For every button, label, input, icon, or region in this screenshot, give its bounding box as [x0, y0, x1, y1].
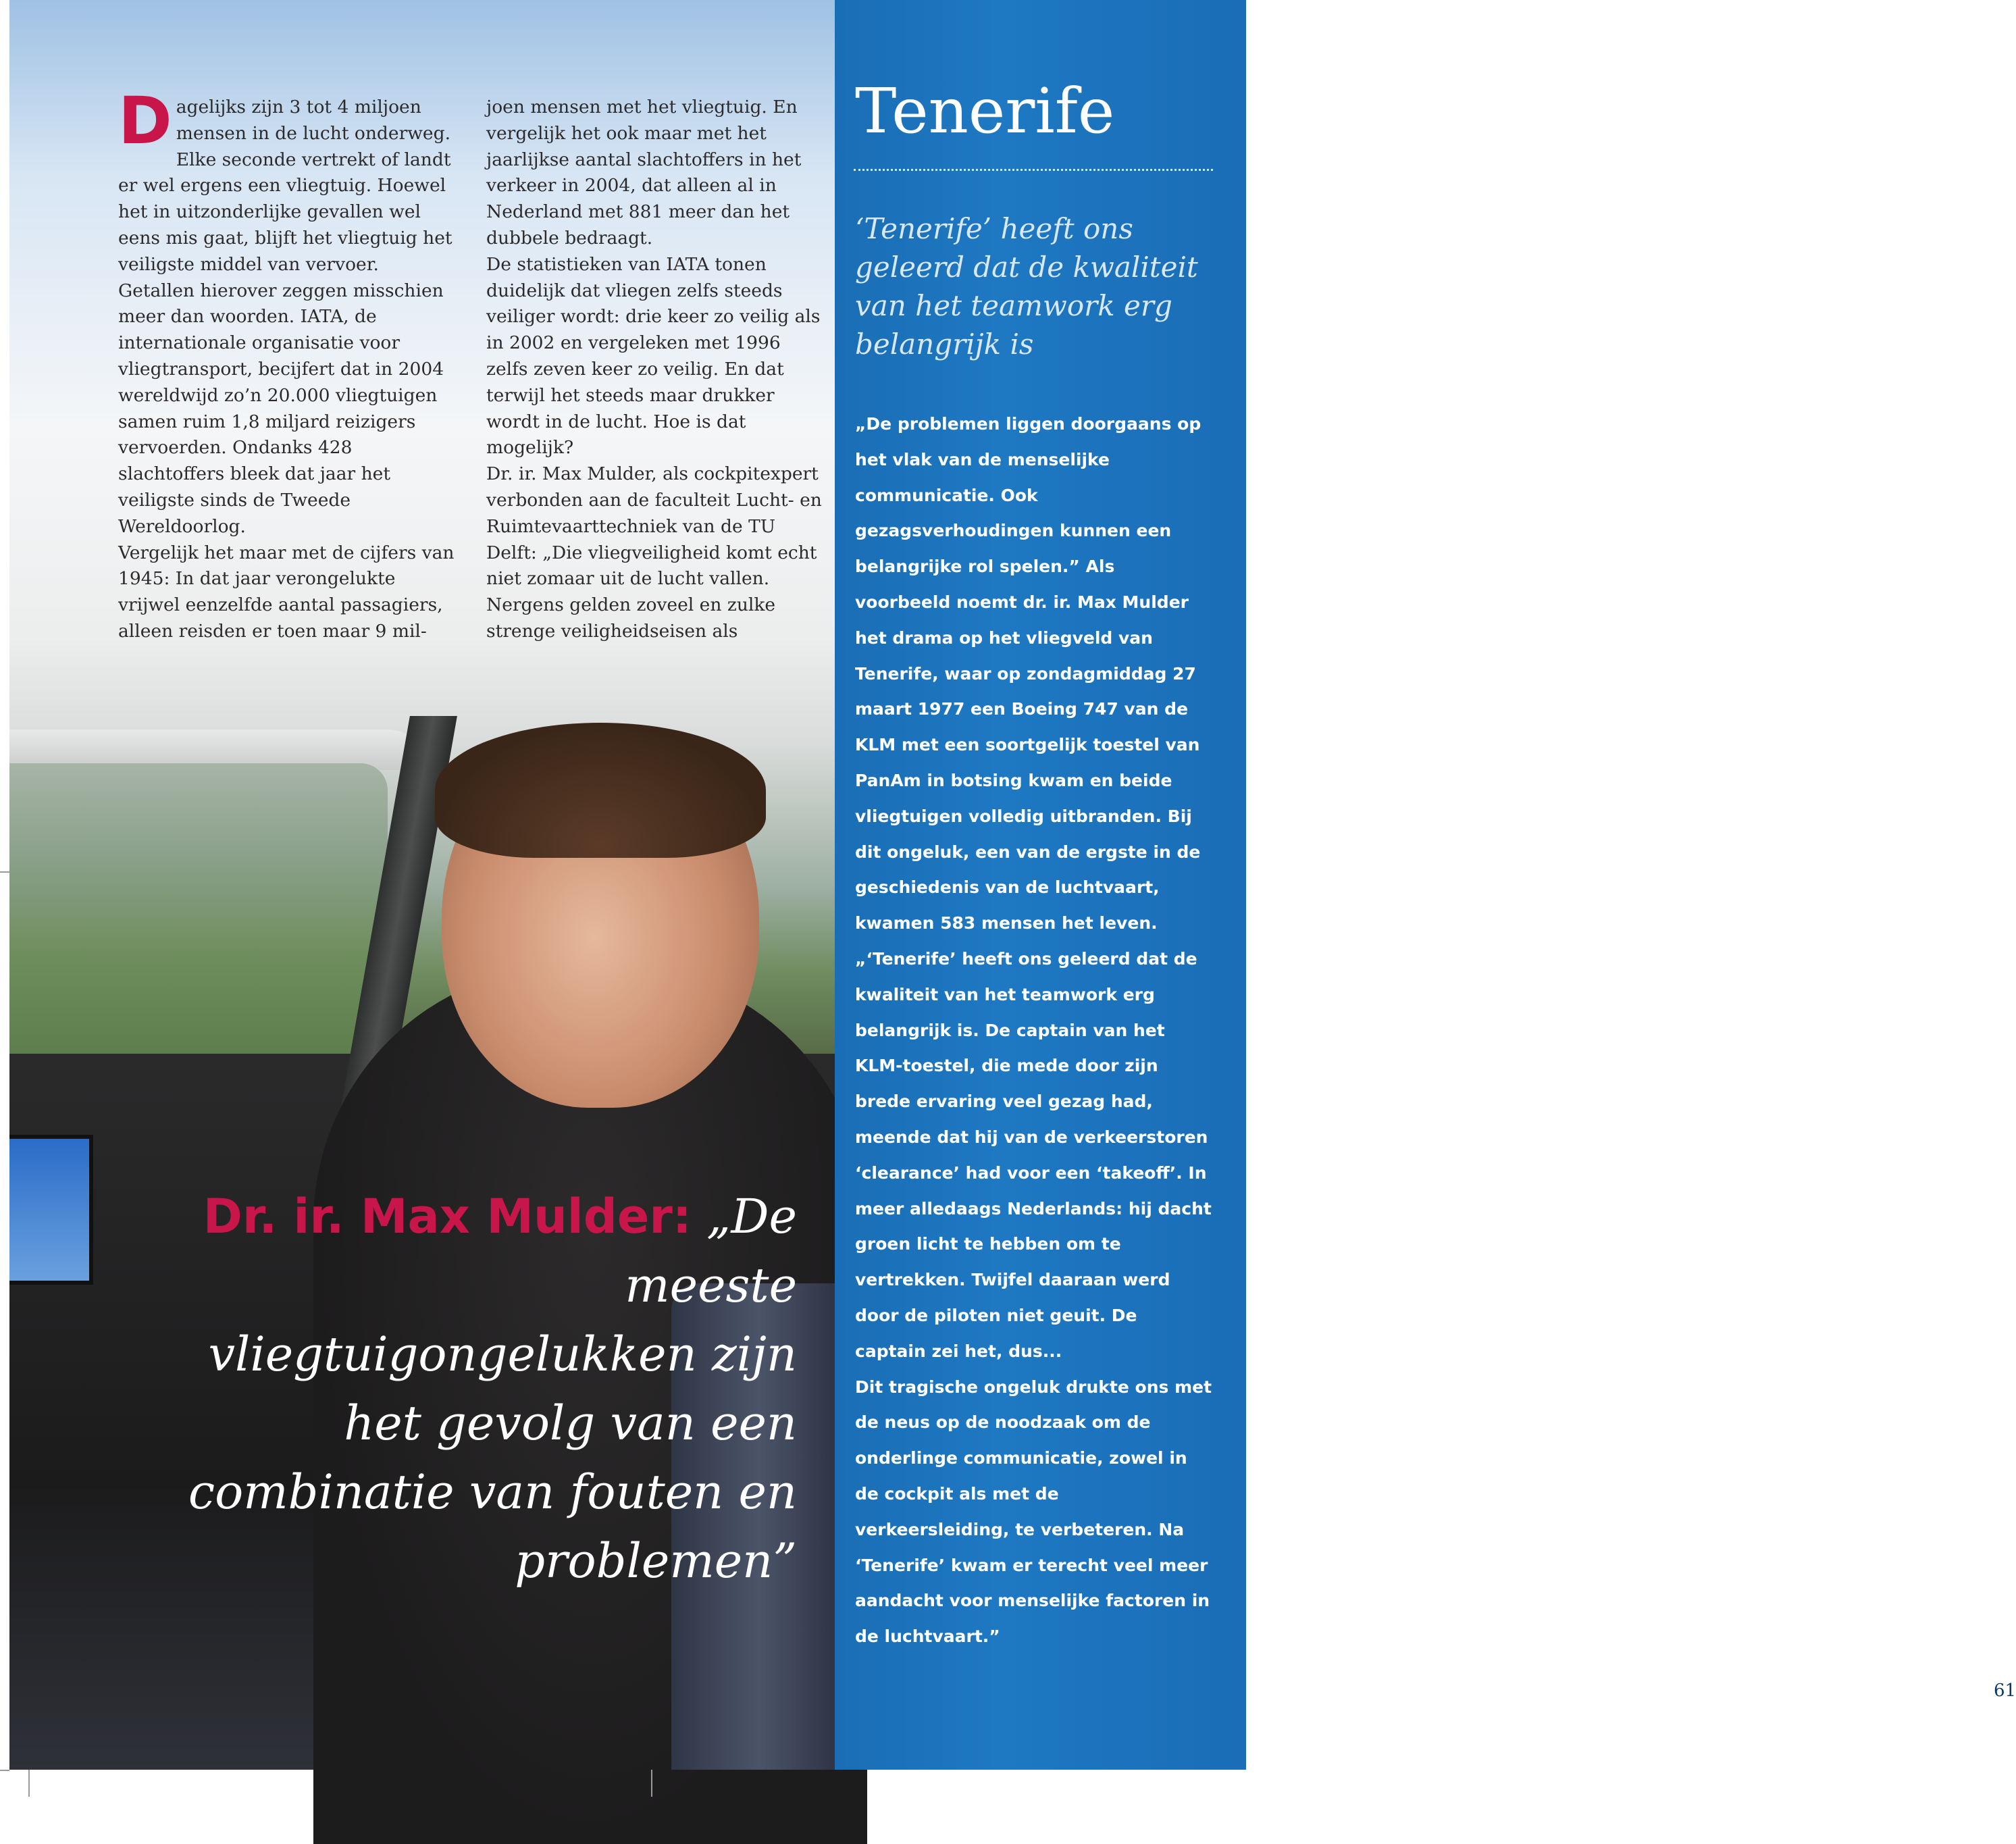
pull-quote-text: „De meeste vliegtuigongelukken zijn het gevolg van een combinatie van fouten en problemen”	[188, 1189, 797, 1589]
article-paragraph: De statistieken van IATA tonen duidelijk dat vliegen zelfs steeds veiliger wordt: drie keer zo veilig als in 2002 en vergeleken met 1996 zelfs zeven keer zo veilig. En dat terwijl het steeds maar drukker wordt in de lucht. Hoe is dat mogelijk?	[486, 253, 821, 459]
sidebar-panel	[835, 0, 2016, 1770]
article-paragraph: joen mensen met het vliegtuig. En vergelijk het ook maar met het jaarlijkse aantal slachtoffers in het verkeer in 2004, dat alleen al in Nederland met 881 meer dan het dubbele bedraagt.	[486, 97, 802, 249]
crop-mark	[28, 1770, 30, 1797]
article-paragraph: Dr. ir. Max Mulder, als cockpitexpert verbonden aan de faculteit Lucht- en Ruimtevaarttechniek van de TU Delft: „Die vliegveiligheid komt echt niet zomaar uit de lucht vallen. Nergens gelden zoveel en zulke strenge veiligheidseisen als	[486, 463, 822, 642]
sidebar-paragraph: Dit tragische ongeluk drukte ons met de neus op de noodzaak om de onderlinge communicatie, zowel in de cockpit als met de verkeersleiding, te verbeteren. Na ‘Tenerife’ kwam er terecht veel meer aandacht voor menselijke factoren in de luchtvaart.”	[855, 1377, 1212, 1647]
sidebar-intro: ‘Tenerife’ heeft ons geleerd dat de kwaliteit van het teamwork erg belangrijk is	[855, 212, 1198, 361]
pull-quote	[122, 1182, 797, 1595]
drop-cap: D	[118, 83, 172, 159]
instrument-display	[9, 1135, 93, 1285]
article-column-2	[486, 95, 824, 645]
sidebar-divider	[854, 169, 1213, 171]
sidebar-title: Tenerife	[855, 75, 1115, 147]
article-column-1	[118, 83, 456, 645]
pull-quote-speaker: Dr. ir. Max Mulder:	[203, 1189, 692, 1244]
cockpit-window-landscape	[9, 763, 388, 1081]
sidebar-paragraph: „De problemen liggen doorgaans op het vlak van de menselijke communicatie. Ook gezagsverhoudingen kunnen een belangrijke rol spelen.” Als voorbeeld noemt dr. ir. Max Mulder het drama op het vliegveld van Tenerife, waar op zondagmiddag 27 maart 1977 een Boeing 747 van de KLM met een soortgelijk toestel van PanAm in botsing kwam en beide vliegtuigen volledig uitbranden. Bij dit ongeluk, een van de ergste in de geschiedenis van de luchtvaart, kwamen 583 mensen het leven.	[855, 414, 1201, 933]
crop-mark	[651, 1770, 652, 1797]
crop-mark	[0, 871, 9, 873]
article-paragraph: Vergelijk het maar met de cijfers van 1945: In dat jaar verongelukte vrijwel eenzelfde aantal passagiers, alleen reisden er toen maar 9 mil-	[118, 542, 455, 642]
sidebar-paragraph: „‘Tenerife’ heeft ons geleerd dat de kwaliteit van het teamwork erg belangrijk is. De captain van het KLM-toestel, die mede door zijn brede ervaring veel gezag had, meende dat hij van de verkeerstoren ‘clearance’ had voor een ‘takeoff’. In meer alledaags Nederlands: hij dacht groen licht te hebben om te vertrekken. Twijfel daaraan werd door de piloten niet geuit. De captain zei het, dus...	[855, 948, 1212, 1361]
sidebar-body	[855, 407, 1213, 1655]
person-hair	[435, 723, 766, 858]
page-number	[1994, 1681, 2016, 1701]
page-number-text: 61	[1994, 1681, 2016, 1701]
crop-mark	[0, 1770, 9, 1771]
article-paragraph: agelijks zijn 3 tot 4 miljoen mensen in de lucht onderweg. Elke seconde vertrekt of landt er wel ergens een vliegtuig. Hoewel het in uitzonderlijke gevallen wel eens mis gaat, blijft het vliegtuig het veiligste middel van vervoer. Getallen hierover zeggen misschien meer dan woorden. IATA, de internationale organisatie voor vliegtransport, becijfert dat in 2004 wereldwijd zo’n 20.000 vliegtuigen samen ruim 1,8 miljard reizigers vervoerden. Ondanks 428 slachtoffers bleek dat jaar het veiligste sinds de Tweede Wereldoorlog.	[118, 97, 453, 537]
